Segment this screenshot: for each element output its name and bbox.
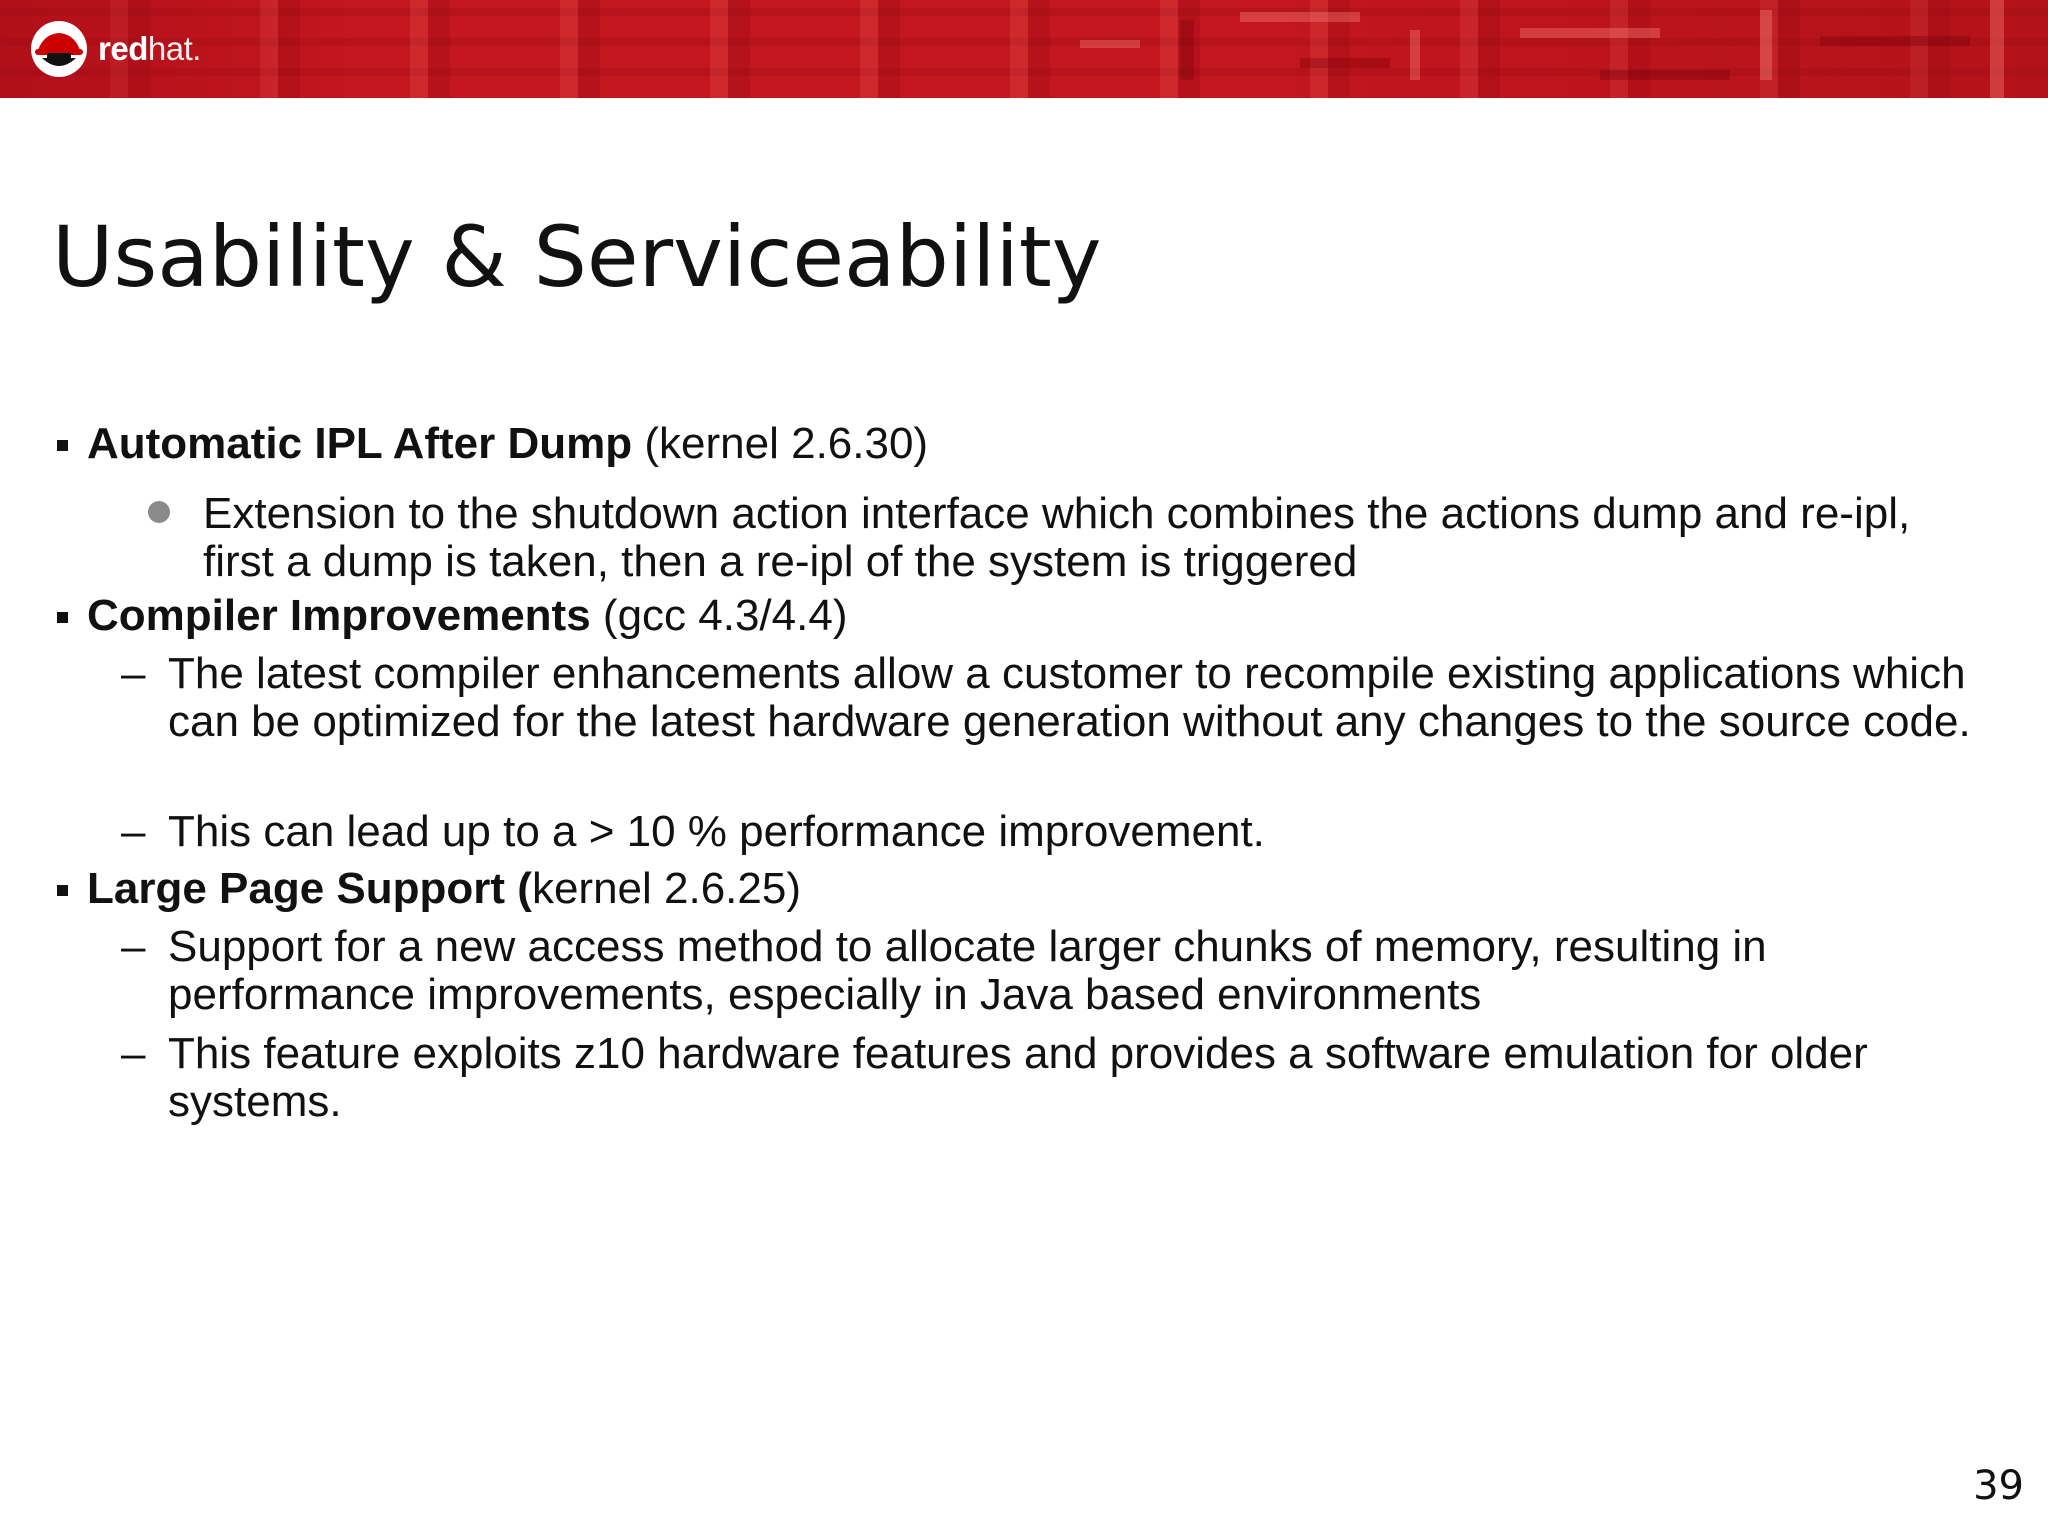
banner-decoration <box>1520 28 1660 38</box>
slide-title: Usability & Serviceability <box>52 208 1102 306</box>
square-bullet-icon <box>57 612 68 623</box>
sub-bullet-text: Support for a new access method to allocate larger chunks of memory, resulting in performance improvements, especially in Java based environments <box>168 922 1767 1019</box>
logo-wordmark: redhat. <box>98 30 201 67</box>
circle-bullet-icon <box>148 501 170 523</box>
banner-decoration <box>1820 36 1970 46</box>
banner-decoration <box>1180 20 1194 80</box>
bullet-heading: Large Page Support (kernel 2.6.25) <box>87 864 802 913</box>
sub-bullet-text: This feature exploits z10 hardware features and provides a software emulation for older systems. <box>168 1029 1868 1126</box>
bullet-heading: Automatic IPL After Dump (kernel 2.6.30) <box>87 419 929 468</box>
banner-decoration <box>1760 10 1772 80</box>
header-banner <box>0 0 2048 98</box>
bullet-heading: Compiler Improvements (gcc 4.3/4.4) <box>87 591 848 640</box>
banner-decoration <box>1240 12 1360 22</box>
dash-bullet-marker: – <box>121 807 146 856</box>
square-bullet-icon <box>57 885 68 896</box>
sub-bullet-text: The latest compiler enhancements allow a customer to recompile existing applications which can be optimized for the latest hardware generation without any changes to the source code. <box>168 649 1971 746</box>
sub-bullet-text: Extension to the shutdown action interface which combines the actions dump and re-ipl, first a dump is taken, then a re-ipl of the system is triggered <box>203 489 1911 586</box>
dash-bullet-marker: – <box>121 922 146 971</box>
banner-decoration <box>1990 0 2004 98</box>
redhat-logo <box>30 18 201 80</box>
shadowman-icon <box>30 20 88 78</box>
dash-bullet-marker: – <box>121 1029 146 1078</box>
banner-decoration <box>1300 58 1390 68</box>
banner-decoration <box>1080 40 1140 48</box>
dash-bullet-marker: – <box>121 649 146 698</box>
page-number: 39 <box>1973 1463 2024 1509</box>
square-bullet-icon <box>57 440 68 451</box>
banner-decoration <box>1600 70 1730 80</box>
sub-bullet-text: This can lead up to a > 10 % performance improvement. <box>168 807 1265 856</box>
banner-decoration <box>1410 30 1420 80</box>
